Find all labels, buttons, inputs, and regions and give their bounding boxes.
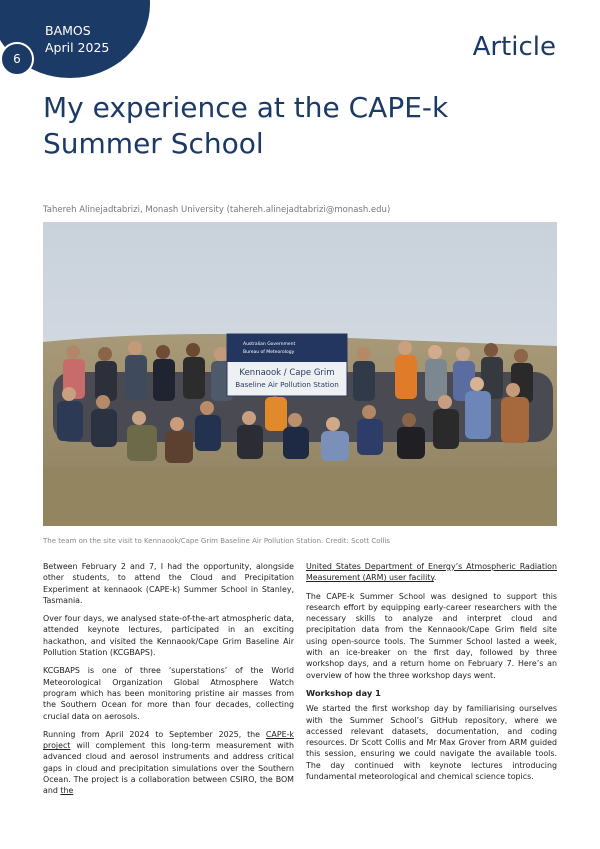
publication-name: BAMOS: [45, 23, 91, 38]
page-number: 6: [0, 42, 34, 76]
left-paragraph-1: Between February 2 and 7, I had the opportunity, alongside other students, to attend the Cloud and Precipitation Experiment at kennaook (CAPE-k) Summer School in Stanley, Tasmania.: [43, 562, 294, 605]
left-paragraph-2: Over four days, we analysed state-of-the-art atmospheric data, attended keynote lectures, participated in an exciting hackathon, and visited the Kennaook/Cape Grim Baseline Air Pollution Station (KCGBAPS).: [43, 614, 294, 658]
sign-header-line1: Australian Government: [243, 342, 296, 347]
cape-k-project-link[interactable]: CAPE-k project: [43, 729, 294, 751]
right-paragraph-1: [306, 561, 557, 584]
p4-text-start: Running from April 2024 to September 2025, the: [43, 729, 266, 739]
p4-text-mid: will complement this long-term measurement with advanced cloud and aerosol instruments and address critical gaps in cloud and precipitation simulations over the Southern Ocean. The project is a collaboration between CSIRO, the BOM and: [43, 741, 294, 796]
right-paragraph-2: The CAPE-k Summer School was designed to support this research effort by equipping early-career researchers with the necessary skills to analyze and interpret cloud and precipitation data from the Kennaook/Cape Grim field site using open-source tools. The Summer School lasted a week, with an ice-breaker on the first day, followed by three workshop days, and a return home on February 7. Here’s an overview of how the three workshop days went.: [306, 591, 557, 680]
group-photo: [43, 222, 557, 526]
left-paragraph-3: KCGBAPS is one of three ‘superstations’ of the World Meteorological Organization Global Atmosphere Watch program which has been monitoring pristine air masses from the Southern Ocean for more than four decades, collecting crucial data on aerosols.: [43, 666, 294, 721]
workshop-day1-heading: Workshop day 1: [306, 687, 381, 698]
author-line: Tahereh Alinejadtabrizi, Monash University (tahereh.alinejadtabrizi@monash.edu): [43, 205, 391, 215]
sign-header-line2: Bureau of Meteorology: [243, 350, 295, 355]
arm-facility-link[interactable]: United States Department of Energy’s Atmospheric Radiation Measurement (ARM) user facility: [306, 562, 557, 583]
doe-link-start[interactable]: the: [60, 786, 74, 796]
publication-block: [45, 22, 109, 56]
sign-line1: Kennaook / Cape Grim: [239, 368, 335, 378]
article-title: My experience at the CAPE-k Summer School: [43, 91, 449, 160]
issue-date: April 2025: [45, 40, 110, 55]
left-paragraph-4: [43, 729, 294, 797]
photo-caption: The team on the site visit to Kennaook/Cape Grim Baseline Air Pollution Station. Credit: Scott Collis: [43, 537, 391, 545]
left-column: [43, 561, 294, 804]
right-column: [306, 561, 557, 789]
section-label: Article: [472, 32, 556, 62]
p1-end: .: [433, 573, 437, 583]
right-paragraph-3: We started the first workshop day by familiarising ourselves with the Summer School’s GitHub repository, where we accessed relevant datasets, documentation, and coding resources. Dr Scott Collis and Mr Max Grover from ARM guided this session, ensuring we could navigate the available tools. The day continued with keynote lectures introducing fundamental meteorological and chemical science topics.: [306, 704, 557, 782]
sign-line2: Baseline Air Pollution Station: [235, 380, 339, 389]
